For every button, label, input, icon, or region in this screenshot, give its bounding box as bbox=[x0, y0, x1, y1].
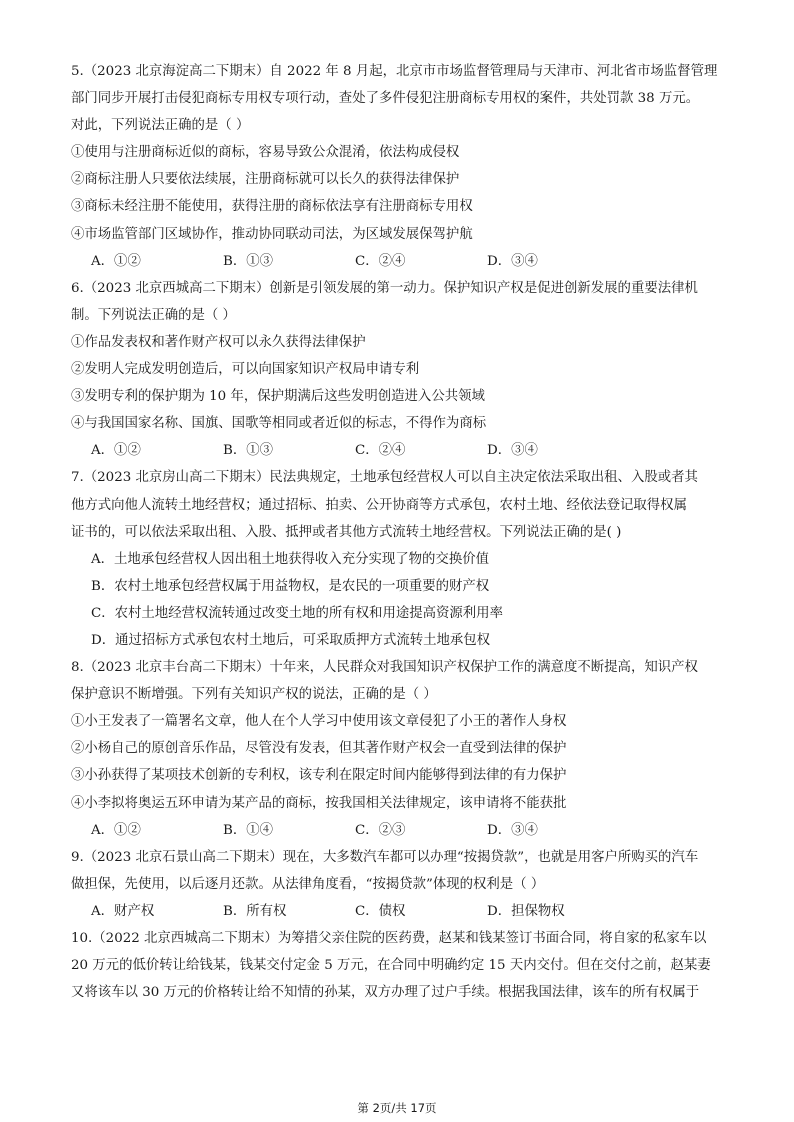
question-7-line: 他方式向他人流转土地经营权；通过招标、拍卖、公开协商等方式承包，农村土地、经依法登记取得权属 bbox=[71, 497, 687, 513]
option-c: C．②④ bbox=[355, 253, 406, 269]
option-b: B．①③ bbox=[223, 443, 274, 459]
question-10 bbox=[71, 925, 727, 1006]
question-8-statement: ③小孙获得了某项技术创新的专利权，该专利在限定时间内能够得到法律的有力保护 bbox=[71, 768, 567, 784]
question-5-line: 对此，下列说法正确的是（ ） bbox=[71, 118, 250, 134]
option-a: A．①② bbox=[91, 822, 141, 838]
question-6-options bbox=[71, 437, 727, 464]
option-a: A．土地承包经营权人因出租土地获得收入充分实现了物的交换价值 bbox=[91, 551, 489, 567]
option-b: B．所有权 bbox=[223, 903, 287, 919]
question-8-statement: ④小李拟将奥运五环申请为某产品的商标，按我国相关法律规定，该申请将不能获批 bbox=[71, 795, 567, 811]
option-a: A．财产权 bbox=[91, 903, 155, 919]
option-a: A．①② bbox=[91, 253, 141, 269]
question-5-statement: ④市场监管部门区域协作，推动协同联动司法，为区域发展保驾护航 bbox=[71, 226, 473, 242]
option-c: C．②④ bbox=[355, 443, 406, 459]
question-5-statement: ①使用与注册商标近似的商标，容易导致公众混淆，依法构成侵权 bbox=[71, 145, 460, 161]
question-7 bbox=[71, 464, 727, 654]
question-5-line: 部门同步开展打击侵犯商标专用权专项行动，查处了多件侵犯注册商标专用权的案件，共处罚款 38 万元。 bbox=[71, 91, 700, 107]
question-8 bbox=[71, 654, 727, 844]
question-10-line: 20 万元的低价转让给钱某，钱某交付定金 5 万元，在合同中明确约定 15 天内交付。但在交付之前，赵某妻 bbox=[71, 958, 711, 974]
question-7-line: 7.（2023 北京房山高二下期末）民法典规定，土地承包经营权人可以自主决定依法采取出租、入股或者其 bbox=[71, 470, 698, 486]
question-9 bbox=[71, 844, 727, 925]
question-5 bbox=[71, 58, 727, 275]
question-9-options bbox=[71, 898, 727, 925]
question-6-line: 制。下列说法正确的是（ ） bbox=[71, 307, 236, 323]
question-8-line: 保护意识不断增强。下列有关知识产权的说法，正确的是（ ） bbox=[71, 687, 437, 703]
question-6-statement: ②发明人完成发明创造后，可以向国家知识产权局申请专利 bbox=[71, 362, 420, 378]
question-content bbox=[71, 58, 727, 1006]
option-d: D．③④ bbox=[487, 443, 538, 459]
page-number: 第 2页/共 17页 bbox=[357, 1101, 437, 1115]
question-5-options bbox=[71, 248, 727, 275]
option-a: A．①② bbox=[91, 443, 141, 459]
option-d: D．担保物权 bbox=[487, 903, 565, 919]
question-6-statement: ④与我国国家名称、国旗、国歌等相同或者近似的标志，不得作为商标 bbox=[71, 416, 487, 432]
option-b: B．①④ bbox=[223, 822, 274, 838]
question-6-statement: ①作品发表权和著作财产权可以永久获得法律保护 bbox=[71, 334, 366, 350]
question-6-line: 6.（2023 北京西城高二下期末）创新是引领发展的第一动力。保护知识产权是促进创新发展的重要法律机 bbox=[71, 280, 698, 296]
question-6-statement: ③发明专利的保护期为 10 年，保护期满后这些发明创造进入公共领域 bbox=[71, 389, 485, 405]
option-c: C．②③ bbox=[355, 822, 406, 838]
option-d: D．③④ bbox=[487, 822, 538, 838]
option-b: B．①③ bbox=[223, 253, 274, 269]
question-10-line: 10.（2022 北京西城高二下期末）为筹措父亲住院的医药费，赵某和钱某签订书面合同，将自家的私家车以 bbox=[71, 931, 707, 946]
option-c: C．债权 bbox=[355, 903, 406, 919]
question-8-line: 8.（2023 北京丰台高二下期末）十年来，人民群众对我国知识产权保护工作的满意度不断提高，知识产权 bbox=[71, 660, 698, 676]
question-10-line: 又将该车以 30 万元的价格转让给不知情的孙某，双方办理了过户手续。根据我国法律，该车的所有权属于 bbox=[71, 985, 700, 1001]
question-5-statement: ②商标注册人只要依法续展，注册商标就可以长久的获得法律保护 bbox=[71, 172, 460, 188]
question-8-options bbox=[71, 817, 727, 844]
question-9-line: 做担保，先使用，以后逐月还款。从法律角度看，“按揭贷款”体现的权利是（ ） bbox=[71, 876, 545, 892]
question-7-line: 证书的，可以依法采取出租、入股、抵押或者其他方式流转土地经营权。下列说法正确的是( ) bbox=[71, 524, 622, 540]
option-d: D．③④ bbox=[487, 253, 538, 269]
question-5-line: 5.（2023 北京海淀高二下期末）自 2022 年 8 月起，北京市市场监督管理局与天津市、河北省市场监督管理 bbox=[71, 64, 718, 79]
option-c: C．农村土地经营权流转通过改变土地的所有权和用途提高资源利用率 bbox=[91, 605, 503, 621]
question-6 bbox=[71, 275, 727, 465]
question-9-line: 9.（2023 北京石景山高二下期末）现在，大多数汽车都可以办理“按揭贷款”，也就是用客户所购买的汽车 bbox=[71, 849, 699, 865]
option-b: B．农村土地承包经营权属于用益物权，是农民的一项重要的财产权 bbox=[91, 578, 490, 594]
question-8-statement: ①小王发表了一篇署名文章，他人在个人学习中使用该文章侵犯了小王的著作人身权 bbox=[71, 714, 567, 730]
question-5-statement: ③商标未经注册不能使用，获得注册的商标依法享有注册商标专用权 bbox=[71, 199, 473, 215]
question-8-statement: ②小杨自己的原创音乐作品，尽管没有发表，但其著作财产权会一直受到法律的保护 bbox=[71, 741, 567, 757]
option-d: D．通过招标方式承包农村土地后，可采取质押方式流转土地承包权 bbox=[91, 632, 491, 648]
